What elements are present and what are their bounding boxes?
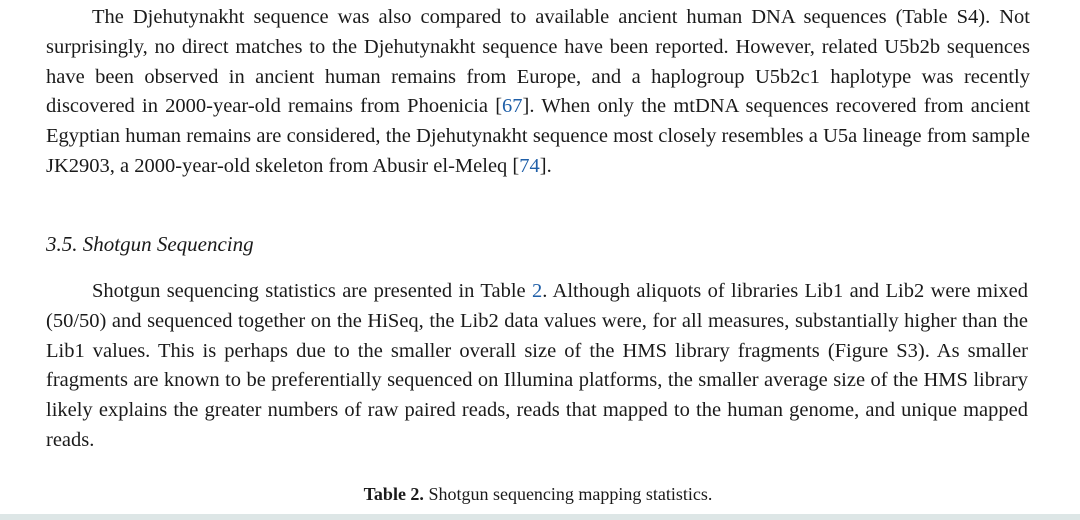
table-caption-text: Shotgun sequencing mapping statistics. bbox=[423, 484, 713, 504]
table-reference-link[interactable]: 2 bbox=[531, 280, 543, 302]
body-paragraph-ancient-dna-comparison bbox=[46, 3, 1030, 182]
table-caption bbox=[46, 484, 1030, 505]
citation-link-74[interactable]: 74 bbox=[519, 154, 540, 177]
body-paragraph-shotgun-sequencing bbox=[46, 277, 1028, 456]
paper-page bbox=[46, 0, 1036, 520]
paragraph-text: ]. When only the mtDNA sequences recovered from ancient Egyptian human remains are considered, the Djehutynakht sequence most closely resembles a U5a lineage from sample JK2903, a 2000-year-old skeleton from Abusir el-Meleq [ bbox=[46, 95, 1030, 177]
paragraph-text: ]. bbox=[539, 154, 552, 177]
section-heading: 3.5. Shotgun Sequencing bbox=[46, 232, 254, 256]
paragraph-text: Shotgun sequencing statistics are presented in Table bbox=[92, 280, 532, 302]
table-caption-label: Table 2. bbox=[363, 484, 424, 504]
paragraph-text: . Although aliquots of libraries Lib1 and Lib2 were mixed (50/50) and sequenced together on the HiSeq, the Lib2 data values were, for all measures, substantially higher than the Lib1 values. This is perhaps due to the smaller overall size of the HMS library fragments (Figure S3). As smaller fragments are known to be preferentially sequenced on Illumina platforms, the smaller average size of the HMS library likely explains the greater numbers of raw paired reads, reads that mapped to the human genome, and unique mapped reads. bbox=[46, 280, 1029, 451]
citation-link-67[interactable]: 67 bbox=[502, 95, 523, 118]
paragraph-text: The Djehutynakht sequence was also compared to available ancient human DNA sequences (Table S4). Not surprisingly, no direct matches to the Djehutynakht sequence have been reported. However, related U5b2b sequences have been observed in ancient human remains from Europe, and a haplogroup U5b2c1 haplotype was recently discovered in 2000-year-old remains from Phoenicia [ bbox=[46, 6, 1030, 118]
page-bottom-divider bbox=[0, 514, 1080, 520]
